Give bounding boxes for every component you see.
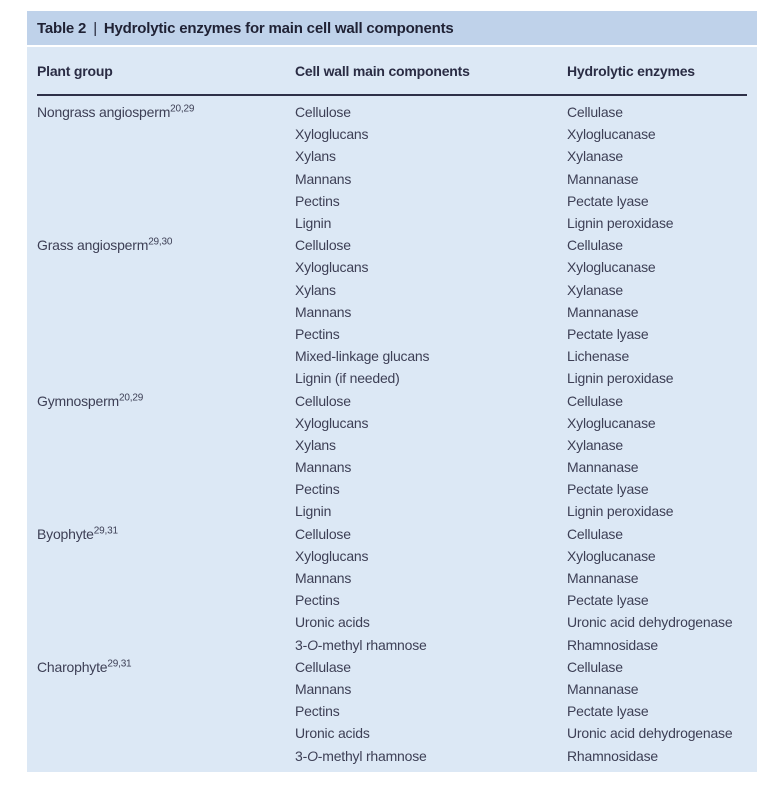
enzyme-cell: Lignin peroxidase — [567, 370, 674, 387]
table-row — [27, 323, 757, 345]
plant-group-cell: Grass angiosperm$^{29,30}$ — [37, 236, 173, 254]
enzyme-cell: Cellulase — [567, 104, 623, 121]
column-header-enzymes: Hydrolytic enzymes — [567, 62, 695, 79]
column-header-row — [27, 47, 757, 94]
table-title: Hydrolytic enzymes for main cell wall components — [103, 19, 454, 37]
table-row — [27, 212, 757, 234]
table-title-bar — [27, 11, 757, 45]
component-cell: Mannans — [295, 459, 352, 476]
table-row — [27, 412, 757, 434]
component-cell: Xyloglucans — [295, 414, 369, 431]
table-row — [27, 434, 757, 456]
component-cell: Cellulose — [295, 525, 351, 542]
table-row — [27, 656, 757, 678]
enzyme-cell: Mannanase — [567, 680, 639, 697]
component-cell: Pectins — [295, 703, 340, 720]
enzyme-cell: Lignin peroxidase — [567, 503, 674, 520]
component-cell: Mannans — [295, 680, 352, 697]
table-row — [27, 234, 757, 256]
enzyme-cell: Xyloglucanase — [567, 259, 656, 276]
component-cell: Xyloglucans — [295, 259, 369, 276]
table-row — [27, 389, 757, 411]
component-cell: Mannans — [295, 170, 352, 187]
table-row — [27, 611, 757, 633]
component-cell: Pectins — [295, 192, 340, 209]
table-number: Table 2 — [37, 19, 87, 37]
table-row — [27, 500, 757, 522]
component-cell: Mannans — [295, 570, 352, 587]
enzyme-cell: Mannanase — [567, 303, 639, 320]
reference-superscript: 20,29 — [119, 391, 144, 403]
table-row — [27, 367, 757, 389]
plant-group-cell: Byophyte$^{29,31}$ — [37, 525, 118, 542]
table-row — [27, 700, 757, 722]
component-cell: Xylans — [295, 436, 336, 453]
table-row — [27, 123, 757, 145]
reference-superscript: 29,31 — [107, 658, 132, 670]
enzyme-cell: Rhamnosidase — [567, 747, 658, 764]
component-cell: Lignin — [295, 215, 332, 232]
component-cell: Cellulose — [295, 237, 351, 254]
component-cell: 3-O-methyl rhamnose — [295, 636, 427, 653]
reference-superscript: 29,31 — [93, 525, 118, 536]
enzyme-cell: Pectate lyase — [567, 192, 649, 209]
enzyme-cell: Uronic acid dehydrogenase — [567, 725, 733, 742]
table-row — [27, 545, 757, 567]
table-row — [27, 722, 757, 744]
component-cell: Lignin — [295, 503, 332, 520]
table-row — [27, 345, 757, 367]
component-cell: Xyloglucans — [295, 126, 369, 143]
enzyme-cell: Pectate lyase — [567, 703, 649, 720]
enzyme-cell: Mannanase — [567, 570, 639, 587]
component-cell: Xylans — [295, 148, 336, 165]
table-row — [27, 101, 757, 123]
table-row — [27, 523, 757, 545]
column-header-components: Cell wall main components — [295, 62, 470, 79]
enzyme-cell: Pectate lyase — [567, 325, 649, 342]
enzyme-cell: Xylanase — [567, 436, 623, 453]
component-cell: Pectins — [295, 592, 340, 609]
component-cell: Cellulase — [295, 658, 351, 675]
enzyme-cell: Rhamnosidase — [567, 636, 658, 653]
table-row — [27, 678, 757, 700]
enzyme-cell: Lichenase — [567, 348, 630, 365]
component-cell: Pectins — [295, 481, 340, 498]
enzyme-cell: Mannanase — [567, 459, 639, 476]
enzyme-cell: Xylanase — [567, 281, 623, 298]
component-cell: Cellulose — [295, 392, 351, 409]
component-cell: Xyloglucans — [295, 547, 369, 564]
reference-superscript: 29,30 — [148, 236, 173, 248]
enzyme-cell: Cellulase — [567, 658, 623, 675]
table-row — [27, 744, 757, 766]
component-cell: 3-O-methyl rhamnose — [295, 747, 427, 764]
table-row — [27, 190, 757, 212]
component-cell: Uronic acids — [295, 614, 370, 631]
component-cell: Cellulose — [295, 104, 351, 121]
table-card — [27, 11, 757, 772]
enzyme-cell: Xyloglucanase — [567, 547, 656, 564]
enzyme-cell: Lignin peroxidase — [567, 215, 674, 232]
table-row — [27, 456, 757, 478]
column-header-plant-group: Plant group — [37, 62, 113, 79]
plant-group-cell: Gymnosperm$^{20,29}$ — [37, 391, 144, 409]
component-cell: Xylans — [295, 281, 336, 298]
enzyme-cell: Pectate lyase — [567, 481, 649, 498]
enzyme-cell: Cellulase — [567, 525, 623, 542]
table-row — [27, 634, 757, 656]
component-cell: Lignin (if needed) — [295, 370, 400, 387]
table-row — [27, 279, 757, 301]
table-row — [27, 168, 757, 190]
plant-group-cell: Nongrass angiosperm$^{20,29}$ — [37, 103, 195, 121]
component-cell: Uronic acids — [295, 725, 370, 742]
enzyme-cell: Mannanase — [567, 170, 639, 187]
table-row — [27, 567, 757, 589]
enzyme-cell: Xyloglucanase — [567, 414, 656, 431]
enzyme-cell: Xyloglucanase — [567, 126, 656, 143]
table-row — [27, 145, 757, 167]
component-cell: Mixed-linkage glucans — [295, 348, 430, 365]
enzyme-cell: Cellulase — [567, 392, 623, 409]
title-separator: | — [93, 19, 97, 37]
enzyme-cell: Cellulase — [567, 237, 623, 254]
enzyme-cell: Pectate lyase — [567, 592, 649, 609]
component-cell: Pectins — [295, 325, 340, 342]
enzyme-cell: Xylanase — [567, 148, 623, 165]
table-row — [27, 478, 757, 500]
component-cell: Mannans — [295, 303, 352, 320]
table-body — [27, 96, 757, 767]
table-row — [27, 256, 757, 278]
reference-superscript: 20,29 — [170, 103, 195, 115]
table-row — [27, 589, 757, 611]
plant-group-cell: Charophyte$^{29,31}$ — [37, 658, 132, 675]
enzyme-cell: Uronic acid dehydrogenase — [567, 614, 733, 631]
table-row — [27, 301, 757, 323]
table-content — [27, 47, 757, 772]
